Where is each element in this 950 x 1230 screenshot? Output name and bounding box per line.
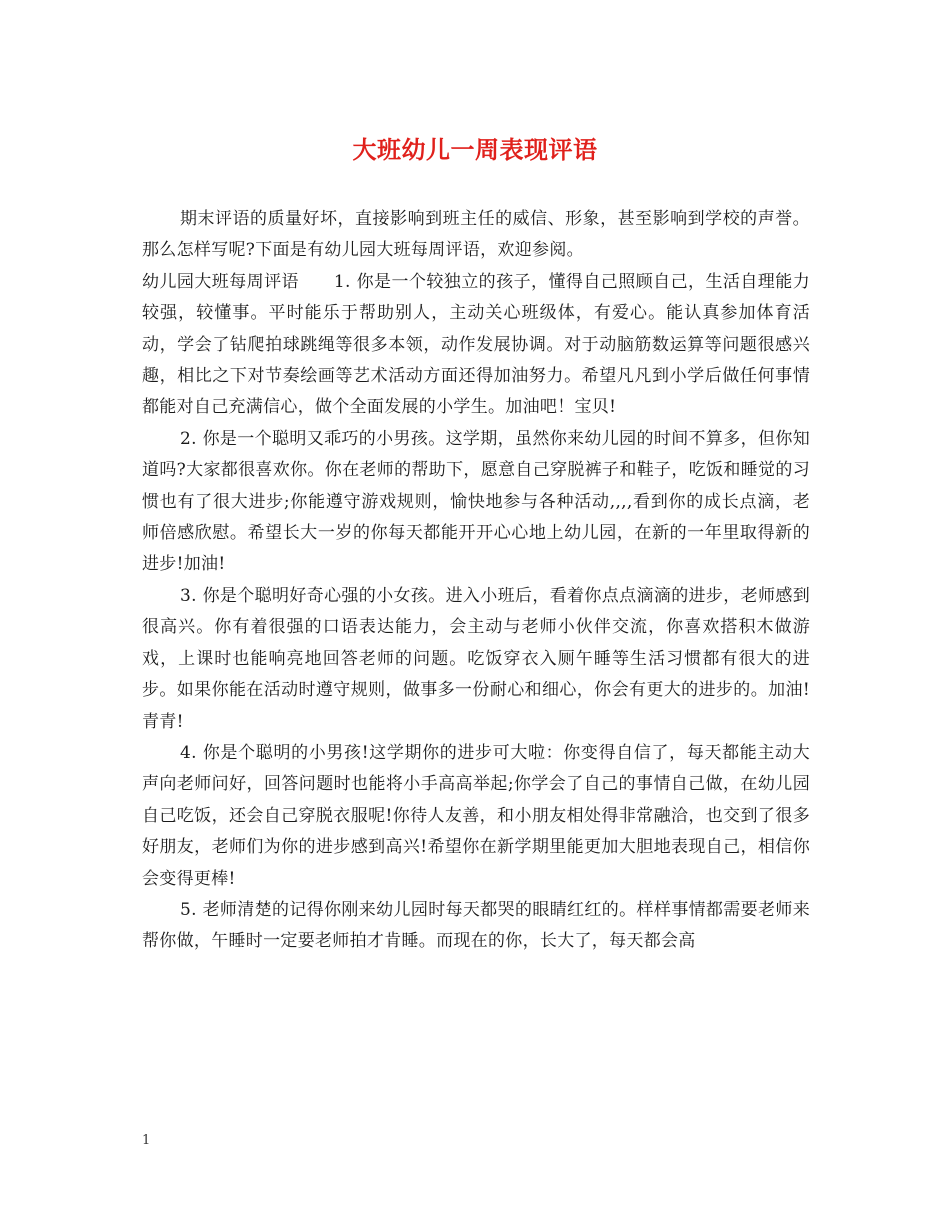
comment-paragraph-1: 幼儿园大班每周评语 1. 你是一个较独立的孩子，懂得自己照顾自己，生活自理能力较强，较懂事。平时能乐于帮助别人，主动关心班级体，有爱心。能认真参加体育活动，学会了钻爬拍球跳绳等很多本领，动作发展协调。对于动脑筋数运算等问题很感兴趣，相比之下对节奏绘画等艺术活动方面还得加油努力。希望凡凡到小学后做任何事情都能对自己充满信心，做个全面发展的小学生。加油吧！宝贝! [142,271,810,418]
comment-paragraph-5: 5. 老师清楚的记得你刚来幼儿园时每天都哭的眼睛红红的。样样事情都需要老师来帮你做，午睡时一定要老师拍才肯睡。而现在的你，长大了，每天都会高 [142,899,810,952]
comment-paragraph-4: 4. 你是个聪明的小男孩!这学期你的进步可大啦：你变得自信了，每天都能主动大声向老师问好，回答问题时也能将小手高高举起;你学会了自己的事情自己做，在幼儿园自己吃饭，还会自己穿脱衣服呢!你待人友善，和小朋友相处得非常融洽，也交到了很多好朋友，老师们为你的进步感到高兴!希望你在新学期里能更加大胆地表现自己，相信你会变得更棒! [142,742,810,889]
document-body [142,204,810,958]
comment-paragraph-3: 3. 你是个聪明好奇心强的小女孩。进入小班后，看着你点点滴滴的进步，老师感到很高兴。你有着很强的口语表达能力，会主动与老师小伙伴交流，你喜欢搭积木做游戏，上课时也能响亮地回答老师的问题。吃饭穿衣入厕午睡等生活习惯都有很大的进步。如果你能在活动时遵守规则，做事多一份耐心和细心，你会有更大的进步的。加油!青青! [142,585,810,732]
intro-paragraph: 期末评语的质量好坏，直接影响到班主任的威信、形象，甚至影响到学校的声誉。那么怎样写呢?下面是有幼儿园大班每周评语，欢迎参阅。 [142,209,810,261]
page-number: 1 [142,1133,151,1148]
document-title: 大班幼儿一周表现评语 [352,135,598,164]
comment-paragraph-2: 2. 你是一个聪明又乖巧的小男孩。这学期，虽然你来幼儿园的时间不算多，但你知道吗?大家都很喜欢你。你在老师的帮助下，愿意自己穿脱裤子和鞋子，吃饭和睡觉的习惯也有了很大进步;你能遵守游戏规则，愉快地参与各种活动,,,,看到你的成长点滴，老师倍感欣慰。希望长大一岁的你每天都能开开心心地上幼儿园，在新的一年里取得新的进步!加油! [142,428,810,575]
